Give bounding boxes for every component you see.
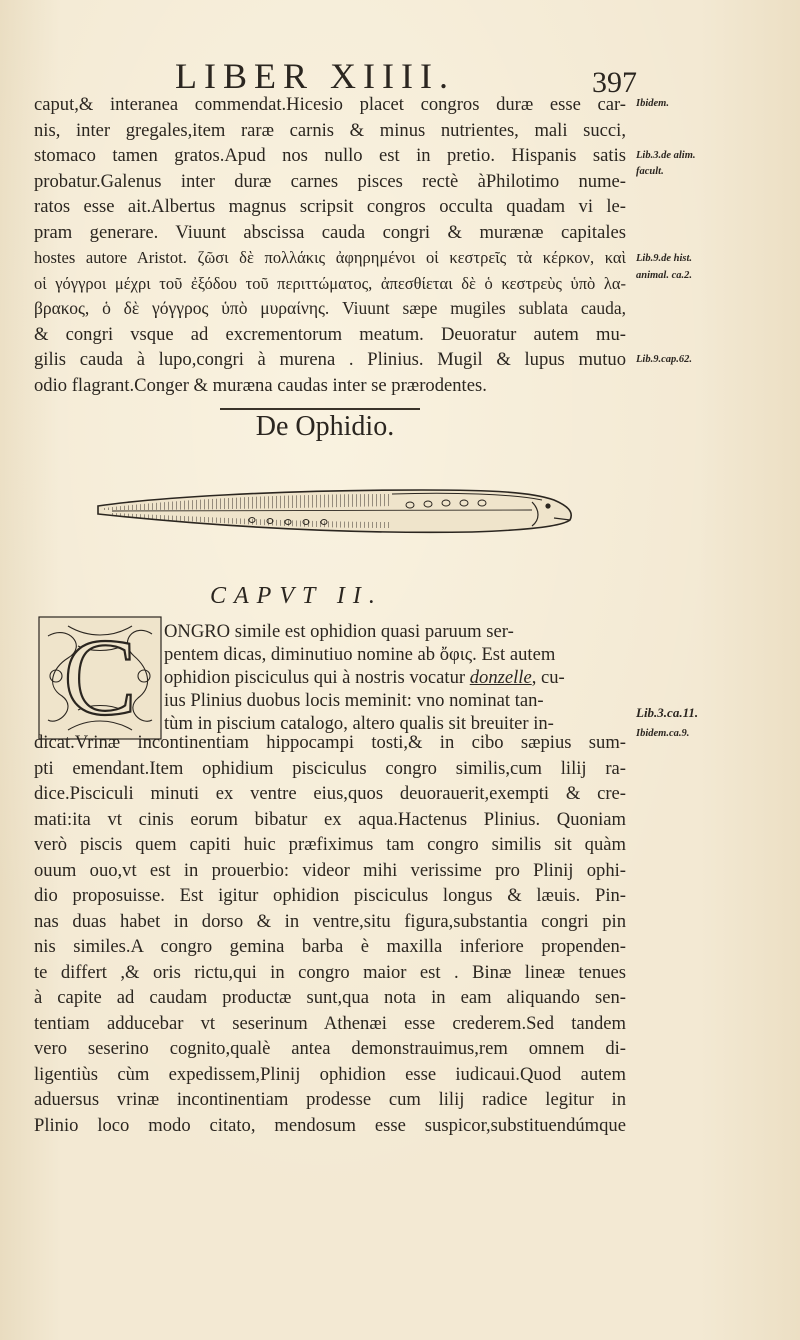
margin-note: Ibidem.ca.9. [636,728,690,739]
chapter-heading: CAPVT II. [210,583,383,609]
text-line: dicat.Vrinæ incontinentiam hippocampi tosti,& in cibo sæpius sum- [34,732,626,753]
text-line: nas duas habet in dorso & in ventre,situ figura,substantia congri pin [34,910,626,932]
text-line: dio proposuisse. Est igitur ophidion pisciculus longus & læuis. Pin- [34,885,626,906]
text-line: ouum ouo,vt est in prouerbio: videor mihi verissime pro Plinij ophi- [34,859,626,881]
section-title: De Ophidio. [255,411,395,442]
text-line: gilis cauda à lupo,congri à murena . Plinius. Mugil & lupus mutuo [34,349,626,370]
page-number: 397 [592,66,637,99]
decorated-initial-c-icon [38,616,162,740]
text-line: Plinio loco modo citato, mendosum esse suspicor,substituendúmque [34,1114,626,1136]
text-line: probatur.Galenus inter duræ carnes pisces rectè àPhilotimo nume- [34,170,626,192]
text-line: & congri vsque ad excrementorum meatum. Deuoratur autem mu- [34,323,626,345]
text-line: ratos esse ait.Albertus magnus scripsit congros occulta quadam vi le- [34,196,626,217]
text-line: stomaco tamen gratos.Apud nos nullo est in pretio. Hispanis satis [34,145,626,166]
text-line: mati:ita vt cinis eorum bibatur ex aqua.Hactenus Plinius. Quoniam [34,808,626,830]
upper-text-block [34,92,626,398]
text-line: οἱ γόγγροι μέχρι τοῦ ἐξόδου τοῦ περιττώματος, ἀπεσθίεται δὲ ὁ κεστρεὺς ὑπὸ λα- [34,273,626,293]
chapter-opening-lines [164,620,626,735]
text-line: nis similes.A congro gemina barba è maxilla inferiore propenden- [34,936,626,957]
text-line: aduersus vrinæ incontinentiam prodesse cum lilij radice legitur in [34,1089,626,1110]
text-line: pti emendant.Item ophidium pisciculus congro similis,cum lilij ra- [34,757,626,779]
vernacular-name: donzelle [469,667,532,688]
text-line: verò piscis quem capiti huic præfiximus tam congro similis sit quàm [34,834,626,855]
text-line: ius Plinius duobus locis meminit: vno nominat tan- [164,690,544,711]
section-divider [220,408,420,410]
margin-note: Lib.9.de hist. [636,253,693,264]
text-line: tùm in piscium catalogo, altero qualis sit breuiter in- [164,713,554,734]
drop-initial-letter: C [63,616,137,738]
lower-text-block [34,730,626,1138]
ophidion-fish-woodcut-icon [92,476,578,546]
text-line: ophidion pisciculus qui à nostris vocatur donzelle, cu- [164,667,565,688]
margin-note: Lib.3.de alim. [636,150,696,161]
text-line: ligentiùs cùm expedissem,Plinij ophidion esse iudicaui.Quod autem [34,1063,626,1085]
margin-note: animal. ca.2. [636,270,693,281]
text-line: nis, inter gregales,item raræ carnis & minus nutrientes, mali succi, [34,119,626,141]
margin-note: Lib.3.ca.11. [636,705,699,720]
text-line: à capite ad caudam productæ sunt,qua nota in eam aliquando sen- [34,987,626,1008]
text-line: βρακος, ὁ δὲ γόγγρος ὑπὸ μυραίνης. Viuunt sæpe mugiles sublata cauda, [34,298,626,318]
text-line: te differt ,& oris rictu,qui in congro maior est . Binæ lineæ tenues [34,961,626,983]
text-line: odio flagrant.Conger & muræna caudas inter se prærodentes. [34,374,487,396]
running-head: LIBER XIIII. [175,56,455,96]
text-line: tentiam adducebar vt seserinum Athenæi esse crederem.Sed tandem [34,1012,626,1034]
margin-note: Ibidem. [636,98,669,109]
margin-note: facult. [636,166,664,177]
text-line: dice.Pisciculi minuti ex ventre eius,quos deuorauerit,exempti & cre- [34,783,626,804]
text-line: hostes autore Aristot. ζῶσι δὲ πολλάκις ἀφηρημένοι οἱ κεστρεῖς τὰ κέρκον, καὶ [34,248,626,267]
text-line: vero seserino cognito,qualè antea demonstrauimus,rem omnem di- [34,1038,626,1059]
text-line: pram generare. Viuunt abscissa cauda congri & murænæ capitales [34,221,626,243]
margin-note: Lib.9.cap.62. [636,354,692,365]
text-line: caput,& interanea commendat.Hicesio placet congros duræ esse car- [34,94,626,115]
text-line: ONGRO simile est ophidion quasi paruum ser- [164,621,514,642]
text-line: pentem dicas, diminutiuo nomine ab ὄφις. Est autem [164,644,556,665]
